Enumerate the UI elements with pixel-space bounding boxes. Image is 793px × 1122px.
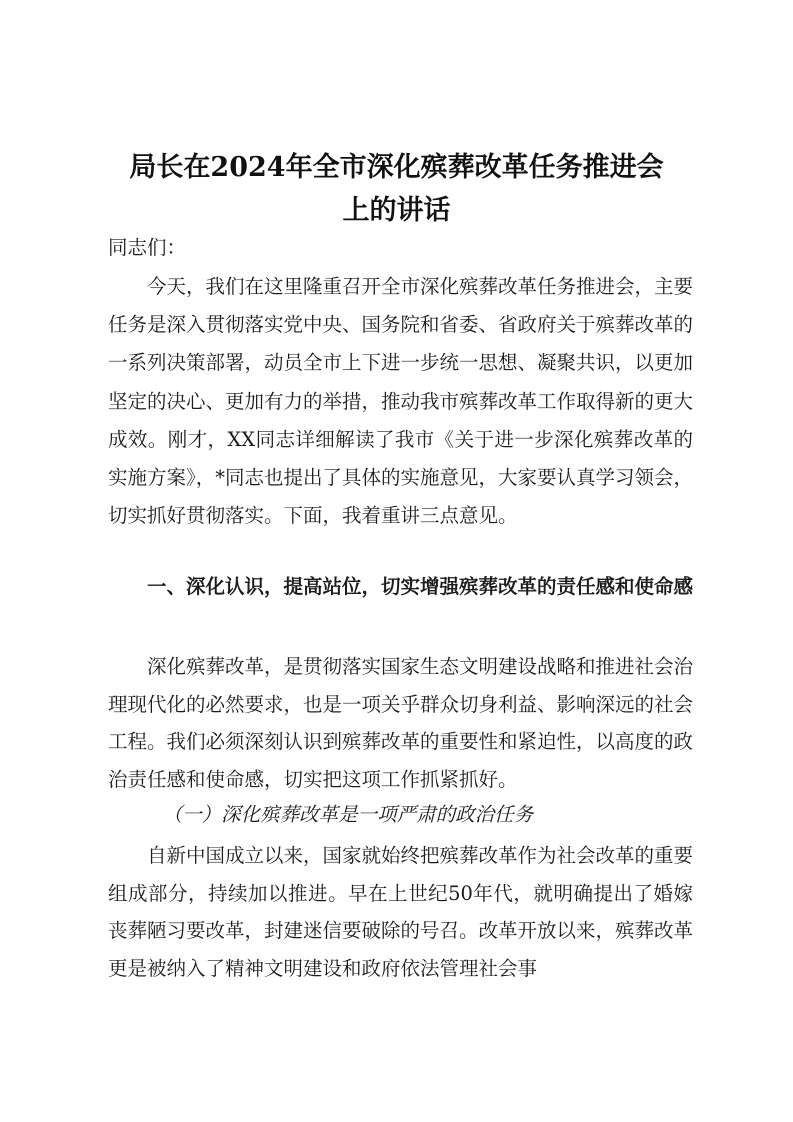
document-title bbox=[100, 146, 693, 232]
paragraph-subsection-1: 自新中国成立以来，国家就始终把殡葬改革作为社会改革的重要组成部分，持续加以推进。早在上世纪50年代，就明确提出了婚嫁丧葬陋习要改革，封建迷信要破除的号召。改革开放以来，殡葬改革更是被纳入了精神文明建设和政府依法管理社会事 bbox=[108, 844, 694, 980]
salutation: 同志们： bbox=[108, 236, 187, 259]
title-line-2: 上的讲话 bbox=[342, 195, 451, 226]
paragraph-section-1: 深化殡葬改革，是贯彻落实国家生态文明建设战略和推进社会治理现代化的必然要求，也是一项关乎群众切身利益、影响深远的社会工程。我们必须深刻认识到殡葬改革的重要性和紧迫性，以高度的政治责任感和使命感，切实把这项工作抓紧抓好。 bbox=[108, 655, 694, 791]
paragraph-opening: 今天，我们在这里隆重召开全市深化殡葬改革任务推进会，主要任务是深入贯彻落实党中央、国务院和省委、省政府关于殡葬改革的一系列决策部署，动员全市上下进一步统一思想、凝聚共识，以更加坚定的决心、更加有力的举措，推动我市殡葬改革工作取得新的更大成效。刚才，XX同志详细解读了我市《关于进一步深化殡葬改革的实施方案》，*同志也提出了具体的实施意见，大家要认真学习领会，切实抓好贯彻落实。下面，我着重讲三点意见。 bbox=[108, 275, 694, 528]
subsection-heading-1: （一）深化殡葬改革是一项严肃的政治任务 bbox=[162, 803, 534, 826]
title-line-1: 局长在2024年全市深化殡葬改革任务推进会 bbox=[129, 152, 664, 183]
section-heading-1: 一、深化认识，提高站位，切实增强殡葬改革的责任感和使命感 bbox=[147, 575, 694, 598]
